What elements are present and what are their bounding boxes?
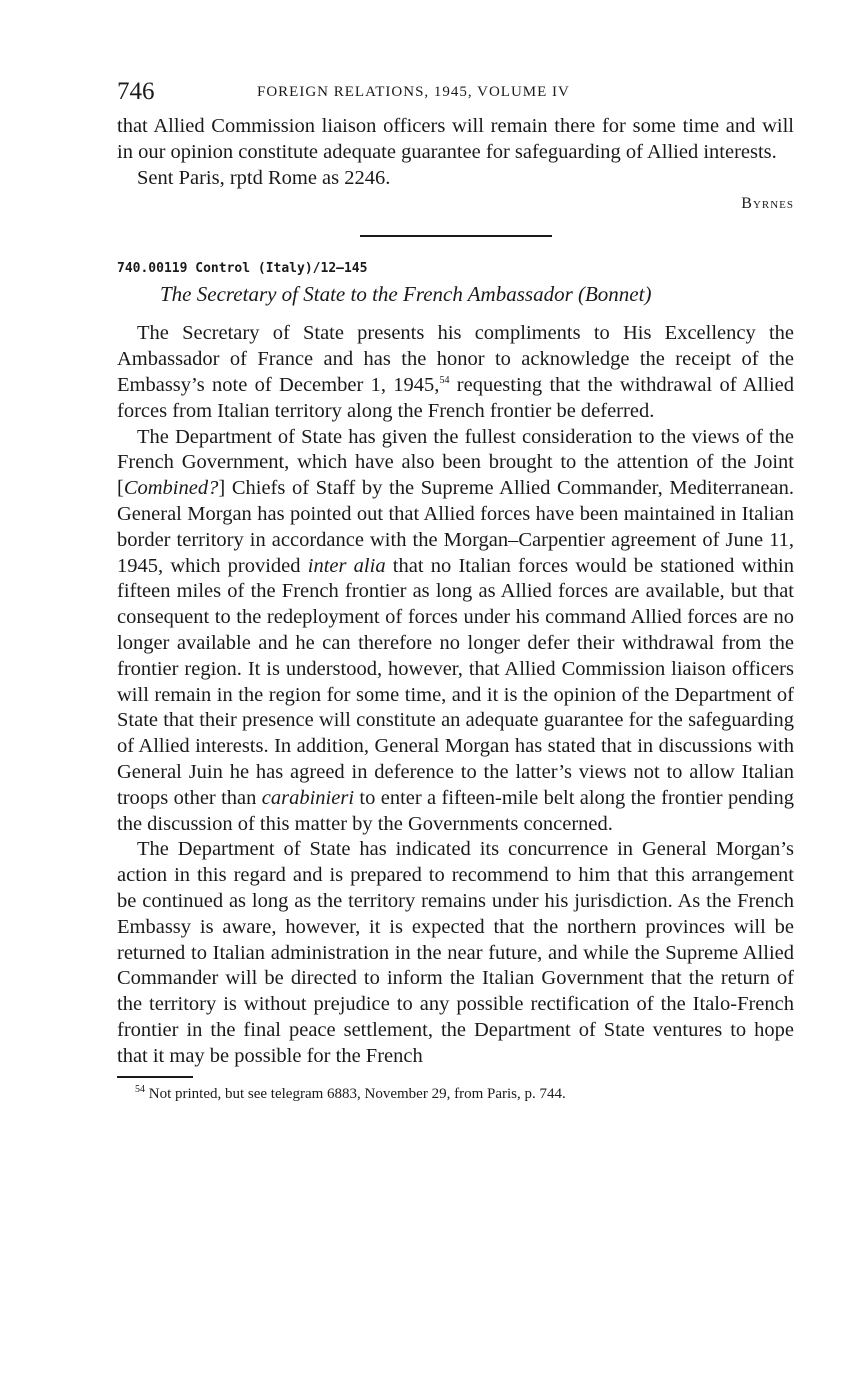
paragraph-1-text-b: requesting that the withdrawal of Allied forces from Italian territory along the French frontier be deferred.: [117, 373, 794, 422]
italic-combined: Combined?: [123, 477, 219, 500]
footnote-ref: 54: [439, 375, 450, 387]
document-page: [117, 78, 794, 1103]
title-ambassador-name: Bonnet: [584, 282, 645, 307]
footnote-text: Not printed, but see telegram 6883, November 29, from Paris, p. 744.: [145, 1085, 566, 1102]
continued-paragraph: that Allied Commission liaison officers will remain there for some time and will in our opinion constitute adequate guarantee for safeguarding of Allied interests.: [117, 115, 794, 163]
section-divider: [360, 235, 552, 237]
paragraph-1: [117, 321, 794, 424]
running-head: FOREIGN RELATIONS, 1945, VOLUME IV: [257, 84, 570, 100]
footnote: [135, 1083, 794, 1103]
title-close: ): [644, 282, 652, 307]
signature: Byrnes: [741, 195, 794, 213]
paragraph-3: The Department of State has indicated its concurrence in General Morgan’s action in this regard and is prepared to recommend to him that this arrangement be continued as long as the territory remains under his jurisdiction. As the French Embassy is aware, however, it is expected that the northern provinces will be returned to Italian administration in the near future, and while the Supreme Allied Commander will be directed to inform the Italian Government that the return of the territory is without prejudice to any possible rectification of the Italo-French frontier in the final peace settlement, the Department of State ventures to hope that it may be possible for the French: [117, 838, 794, 1067]
file-number: 740.00119 Control (Italy)/12–145: [117, 261, 368, 277]
paragraph-2-text-d: to enter a fifteen-mile belt along the frontier pending the discussion of this matter by the Governments concerned.: [117, 786, 794, 835]
paragraph-2-text-b: ] Chiefs of Staff by the Supreme Allied Commander, Mediterranean. General Morgan has pointed out that Allied forces have been maintained in Italian border territory in accordance with the Morgan–Carpentier agreement of June 11, 1945, which provided: [117, 477, 794, 577]
paragraph-2-text-c: that no Italian forces would be stationed within fifteen miles of the French frontier as long as Allied forces are available, but that consequent to the redeployment of forces under his command Allied forces are no longer available and he can therefore no longer defer their withdrawal from the frontier region. It is understood, however, that Allied Commission liaison officers will remain in the region for some time, and it is the opinion of the Department of State that their presence will constitute an adequate guarantee for the safeguarding of Allied interests. In addition, General Morgan has stated that in discussions with General Juin he has agreed in deference to the latter’s views not to allow Italian troops other than: [117, 554, 794, 809]
paragraph-2-text-a: The Department of State has given the fullest consideration to the views of the French Government, which have also been brought to the attention of the Joint [: [117, 425, 794, 500]
footnote-mark: 54: [135, 1083, 145, 1095]
italic-carabinieri: carabinieri: [261, 786, 355, 809]
paragraph-2: [117, 425, 794, 838]
title-text: The Secretary of State to the French Ambassador (: [160, 282, 585, 307]
paragraph-1-text-a: The Secretary of State presents his compliments to His Excellency the Ambassador of France and has the honor to acknowledge the receipt of the Embassy’s note of December 1, 1945,: [117, 322, 794, 396]
italic-inter-alia: inter alia: [307, 554, 386, 577]
footnote-divider: [117, 1076, 193, 1078]
sent-line: Sent Paris, rptd Rome as 2246.: [137, 166, 391, 189]
page-number: 746: [117, 78, 155, 105]
page-header: [117, 78, 794, 114]
document-title: [160, 282, 794, 307]
